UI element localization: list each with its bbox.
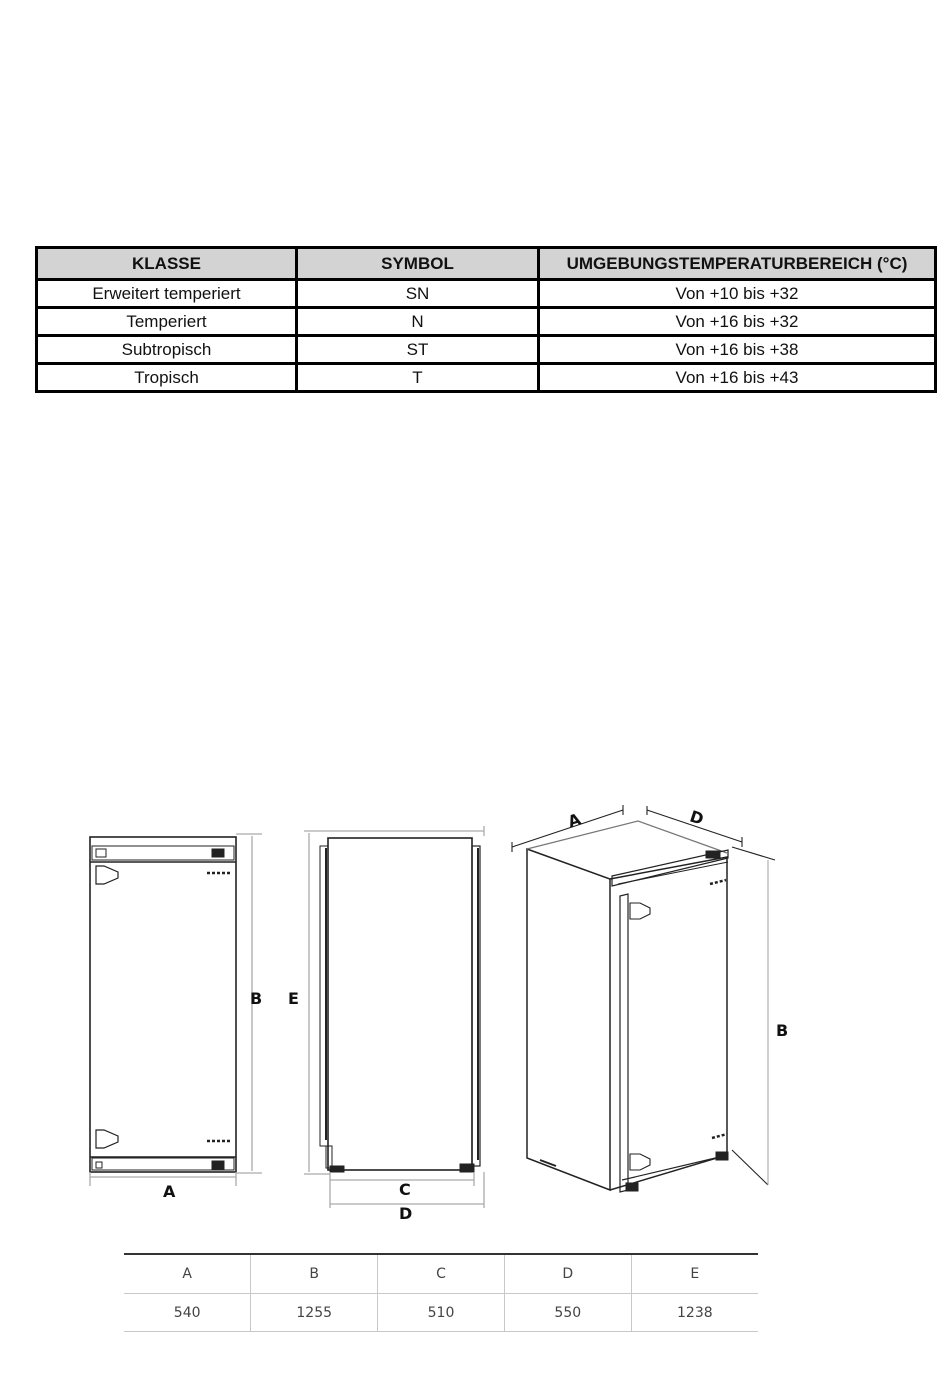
front-label-b: B	[250, 989, 263, 1008]
perspective-label-a: A	[565, 809, 584, 832]
front-label-a: A	[163, 1182, 176, 1201]
dim-header-a: A	[124, 1254, 251, 1294]
range-cell: Von +16 bis +43	[539, 364, 936, 392]
dimensions-value-row	[124, 1294, 758, 1332]
table-row	[37, 364, 936, 392]
dim-header-b: B	[251, 1254, 378, 1294]
symbol-cell: N	[297, 308, 539, 336]
class-cell: Subtropisch	[37, 336, 297, 364]
dim-header-c: C	[378, 1254, 505, 1294]
climate-table-header-row	[37, 248, 936, 280]
climate-class-table	[35, 246, 937, 393]
dimensions-table	[124, 1253, 758, 1332]
side-dimension-lines	[304, 826, 484, 1208]
perspective-label-b: B	[776, 1021, 789, 1040]
range-cell: Von +16 bis +38	[539, 336, 936, 364]
side-view-drawing	[320, 838, 480, 1172]
dim-header-e: E	[631, 1254, 758, 1294]
side-label-d: D	[399, 1204, 413, 1223]
dim-value-a: 540	[124, 1294, 251, 1332]
symbol-cell: ST	[297, 336, 539, 364]
symbol-cell: T	[297, 364, 539, 392]
table-row	[37, 336, 936, 364]
dimensions-header-row	[124, 1254, 758, 1294]
header-temperature-range: UMGEBUNGSTEMPERATURBEREICH (°C)	[539, 248, 936, 280]
side-label-e: E	[288, 989, 299, 1008]
appliance-dimension-drawings	[0, 790, 950, 1230]
dim-value-b: 1255	[251, 1294, 378, 1332]
table-row	[37, 280, 936, 308]
perspective-label-d: D	[687, 806, 707, 829]
class-cell: Erweitert temperiert	[37, 280, 297, 308]
table-row	[37, 308, 936, 336]
class-cell: Tropisch	[37, 364, 297, 392]
dim-value-e: 1238	[631, 1294, 758, 1332]
dim-value-d: 550	[504, 1294, 631, 1332]
symbol-cell: SN	[297, 280, 539, 308]
header-symbol: SYMBOL	[297, 248, 539, 280]
header-klasse: KLASSE	[37, 248, 297, 280]
class-cell: Temperiert	[37, 308, 297, 336]
range-cell: Von +10 bis +32	[539, 280, 936, 308]
perspective-dimension-lines	[512, 805, 775, 1185]
front-view-drawing	[90, 837, 236, 1172]
dim-header-d: D	[504, 1254, 631, 1294]
side-label-c: C	[399, 1180, 411, 1199]
range-cell: Von +16 bis +32	[539, 308, 936, 336]
perspective-view-drawing	[527, 821, 728, 1192]
dim-value-c: 510	[378, 1294, 505, 1332]
